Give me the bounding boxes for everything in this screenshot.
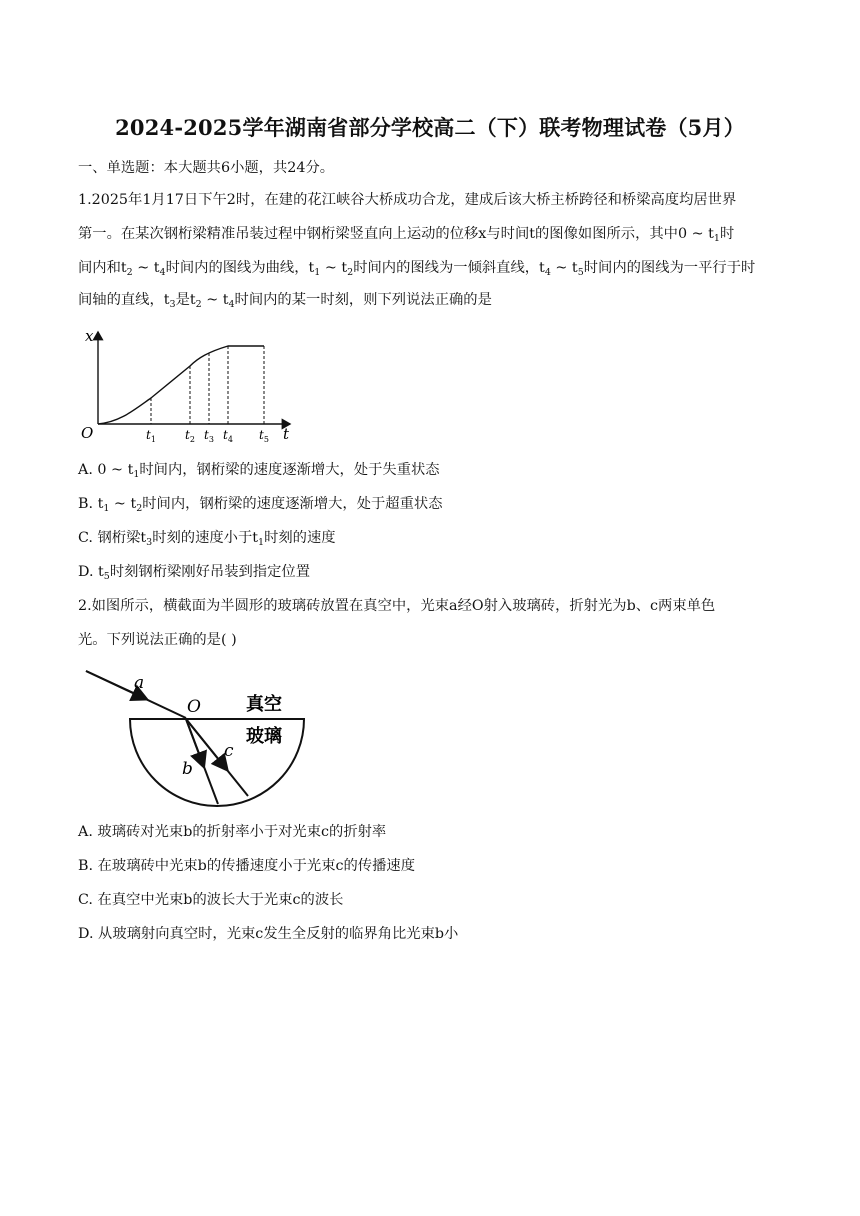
q2-stem-line2: 光。下列说法正确的是( ) [78, 632, 237, 648]
q1-stem-line1: 1.2025年1月17日下午2时，在建的花江峡谷大桥成功合龙，建成后该大桥主桥跨径和桥梁高度均居世界 [78, 192, 737, 208]
q2-glass-figure [84, 662, 310, 807]
xt-graph-svg [78, 326, 298, 448]
tick-t3: $t_3$ [204, 428, 214, 444]
q1-stem-line4: 间轴的直线，$t_3$是$t_2$ ~ $t_4$时间内的某一时刻，则下列说法正确的是 [78, 292, 492, 310]
q2-option-a: A. 玻璃砖对光束b的折射率小于对光束c的折射率 [78, 824, 387, 840]
tick-t5: $t_5$ [259, 428, 269, 444]
label-a: a [134, 673, 145, 693]
glass-figure-svg [84, 662, 310, 807]
tick-t2: $t_2$ [185, 428, 195, 444]
q2-option-b: B. 在玻璃砖中光束b的传播速度小于光束c的传播速度 [78, 858, 415, 874]
q1-stem-line2: 第一。在某次钢桁梁精准吊装过程中钢桁梁竖直向上运动的位移x与时间t的图像如图所示，其中0 ~ $t_1$时 [78, 226, 735, 244]
tick-t4: $t_4$ [223, 428, 233, 444]
q1-stem-line3: 间内和$t_2$ ~ $t_4$时间内的图线为曲线，$t_1$ ~ $t_2$时间内的图线为一倾斜直线，$t_4$ ~ $t_5$时间内的图线为一平行于时 [78, 260, 756, 278]
xt-curve [98, 346, 264, 424]
label-vacuum: 真空 [246, 694, 282, 715]
label-b: b [182, 759, 193, 779]
q1-xt-graph [78, 326, 298, 448]
q2-option-c: C. 在真空中光束b的波长大于光束c的波长 [78, 892, 344, 908]
q2-option-d: D. 从玻璃射向真空时，光束c发生全反射的临界角比光束b小 [78, 926, 459, 942]
q1-option-c: C. 钢桁梁$t_3$时刻的速度小于$t_1$时刻的速度 [78, 530, 336, 548]
tick-t1: $t_1$ [146, 428, 156, 444]
q2-stem-line1: 2.如图所示，横截面为半圆形的玻璃砖放置在真空中，光束a经O射入玻璃砖，折射光为b、c两束单色 [78, 598, 716, 614]
q1-option-d: D. $t_5$时刻钢桁梁刚好吊装到指定位置 [78, 564, 310, 582]
label-c: c [224, 741, 234, 761]
origin-label: O [81, 424, 94, 442]
label-glass: 玻璃 [246, 726, 282, 747]
x-axis-label: t [283, 425, 290, 443]
section-heading: 一、单选题：本大题共6小题，共24分。 [78, 160, 335, 176]
ray-b-arrow [186, 719, 202, 762]
q1-option-b: B. $t_1$ ~ $t_2$时间内，钢桁梁的速度逐渐增大，处于超重状态 [78, 496, 443, 514]
page-title: 2024-2025学年湖南省部分学校高二（下）联考物理试卷（5月） [115, 115, 745, 140]
y-axis-label: x [85, 327, 94, 345]
q1-option-a: A. 0 ~ $t_1$时间内，钢桁梁的速度逐渐增大，处于失重状态 [78, 462, 440, 480]
label-o: O [187, 697, 201, 717]
